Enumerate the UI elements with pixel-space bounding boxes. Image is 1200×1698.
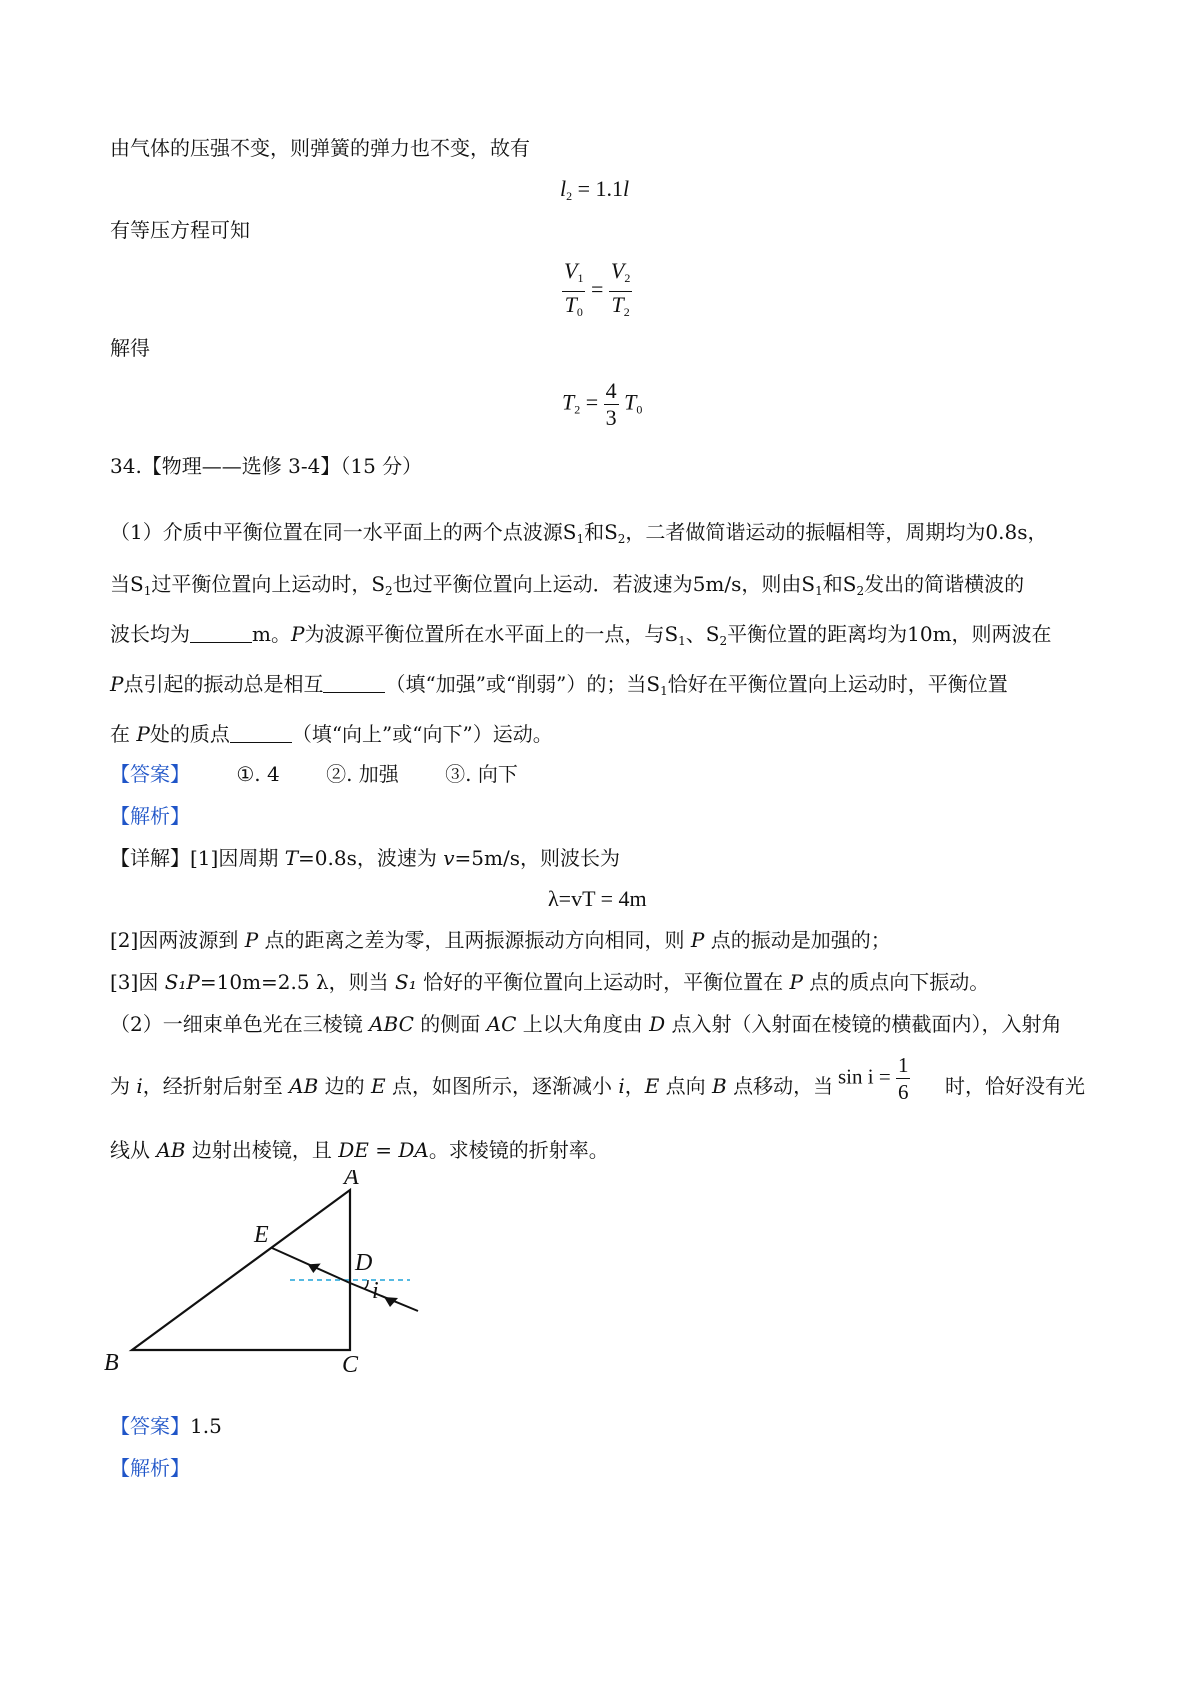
fill-blank (190, 624, 252, 643)
text-line: 为 i，经折射后射至 AB 边的 E 点，如图所示，逐渐减小 i，E 点向 B 点移动，当 (110, 1074, 834, 1098)
text-line: （2）一细束单色光在三棱镜 ABC 的侧面 AC 上以大角度由 D 点入射（入射面在棱镜的横截面内），入射角 (110, 1012, 1062, 1036)
label-C: C (342, 1352, 359, 1378)
label-i: i (372, 1278, 379, 1304)
label-A: A (344, 1170, 359, 1190)
fill-blank (230, 724, 292, 743)
answer-line: 【答案】 ①. 4 ②. 加强 ③. 向下 (110, 762, 518, 786)
answer-line: 【答案】1.5 (110, 1414, 222, 1438)
text-line: 时，恰好没有光 (945, 1074, 1085, 1098)
sin-fraction: sin i = $\frac{1}{6}$ (838, 1053, 909, 1104)
text-line: 有等压方程可知 (110, 218, 250, 242)
label-D: D (355, 1250, 373, 1276)
text-line: 由气体的压强不变，则弹簧的弹力也不变，故有 (110, 136, 530, 160)
label-E: E (254, 1222, 269, 1248)
text-line: P点引起的振动总是相互 （填“加强”或“削弱”）的；当$S_1$恰好在平衡位置向上运动时，平衡位置 (110, 672, 1008, 698)
question-heading: 34.【物理——选修 3-4】（15 分） (110, 454, 423, 478)
equation-isobaric: $\frac{V_1}{T_0}$ = $\frac{V_2}{T_2}$ (564, 258, 631, 319)
prism-figure (100, 1170, 440, 1380)
text-line: 解得 (110, 336, 150, 360)
fill-blank (323, 674, 385, 693)
text-line: 当$S_1$过平衡位置向上运动时，$S_2$也过平衡位置向上运动．若波速为5m/s，则由$S_1$和$S_2$发出的简谐横波的 (110, 572, 1025, 598)
text-line: 波长均为 m。P为波源平衡位置所在水平面上的一点，与$S_1$、$S_2$平衡位置的距离均为10m，则两波在 (110, 622, 1052, 648)
equation-T2: $T_2$ = $\frac{4}{3}$ $T_0$ (562, 378, 643, 430)
text-line: 线从 AB 边射出棱镜，且 DE = DA。求棱镜的折射率。 (110, 1138, 609, 1162)
equation-l2: $l_2 = 1.1l$ (560, 176, 630, 203)
angle-arc (364, 1280, 368, 1289)
text-line: [2]因两波源到 P 点的距离之差为零，且两振源振动方向相同，则 P 点的振动是加强的； (110, 928, 891, 952)
text-line: [3]因 S₁P=10m=2.5 λ，则当 S₁ 恰好的平衡位置向上运动时，平衡位置在 P 点的质点向下振动。 (110, 970, 990, 994)
label-B: B (104, 1350, 119, 1376)
equation-lambda: λ=vT = 4m (548, 886, 647, 911)
text-line: 在 P处的质点 （填“向上”或“向下”）运动。 (110, 722, 553, 746)
analysis-tag: 【解析】 (110, 804, 190, 828)
text-line: 【详解】[1]因周期 T=0.8s，波速为 v=5m/s，则波长为 (110, 846, 620, 870)
prism-triangle (132, 1190, 350, 1350)
text-line: （1）介质中平衡位置在同一水平面上的两个点波源$S_1$和$S_2$，二者做简谐运动的振幅相等，周期均为0.8s， (110, 520, 1048, 546)
analysis-tag: 【解析】 (110, 1456, 190, 1480)
